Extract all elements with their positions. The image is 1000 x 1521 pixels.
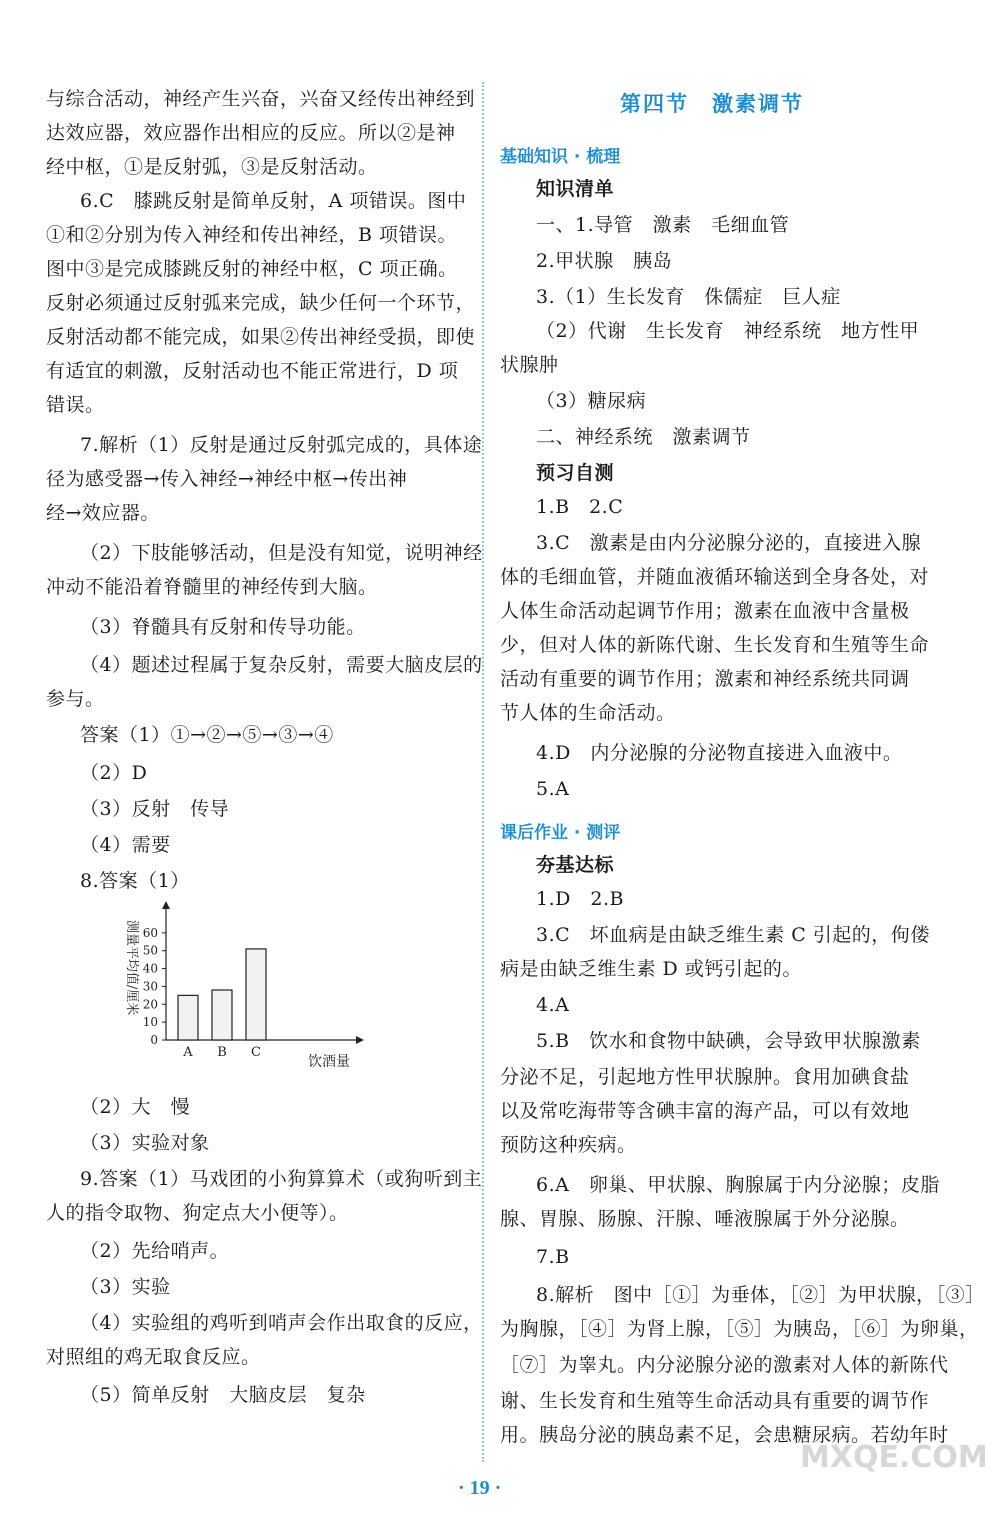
text-line: （4）题述过程属于复杂反射，需要大脑皮层的 [80,654,483,676]
y-axis-label: 测量平均值/厘米 [124,919,139,1016]
text-line: 1.D 2.B [536,888,624,910]
text-line: （3）脊髓具有反射和传导功能。 [80,616,366,638]
text-line: 径为感受器→传入神经→神经中枢→传出神 [46,468,408,490]
bar [246,949,266,1040]
section-title: 第四节 激素调节 [620,92,804,116]
text-line: 二、神经系统 激素调节 [536,426,751,448]
y-tick-label: 0 [150,1033,158,1047]
text-line: 8.解析 图中［①］为垂体，［②］为甲状腺，［③］ [536,1284,985,1306]
text-line: 经中枢，①是反射弧，③是反射活动。 [46,156,378,178]
subheading: 夯基达标 [536,854,615,876]
text-line: 人体生命活动起调节作用；激素在血液中含量极 [500,600,910,622]
x-axis-label: 饮酒量 [308,1054,350,1070]
text-line: ①和②分别为传入神经和传出神经，B 项错误。 [46,224,458,246]
text-line: 腺、胃腺、肠腺、汗腺、唾液腺属于外分泌腺。 [500,1208,910,1230]
text-line: 与综合活动，神经产生兴奋，兴奋又经传出神经到 [46,88,476,110]
subheading: 知识清单 [536,178,615,200]
x-tick-label: B [217,1045,227,1060]
text-line: （2）先给哨声。 [80,1240,230,1262]
text-line: （2）代谢 生长发育 神经系统 地方性甲 [536,320,920,342]
text-line: 体的毛细血管，并随血液循环输送到全身各处，对 [500,566,930,588]
text-line: 4.A [536,994,570,1016]
text-line: 3.C 坏血病是由缺乏维生素 C 引起的，佝偻 [536,924,930,946]
text-line: （3）实验 [80,1276,171,1298]
subheading: 预习自测 [536,462,615,484]
text-line: （3）反射 传导 [80,798,230,820]
text-line: 2.甲状腺 胰岛 [536,250,673,272]
text-line: 经→效应器。 [46,502,160,524]
text-line: 反射活动都不能完成，如果②传出神经受损，即使 [46,326,476,348]
bar [178,995,198,1040]
text-line: 状腺肿 [500,354,559,376]
y-tick-label: 30 [142,979,158,994]
answer-label: 答案（1）①→②→⑤→③→④ [80,724,334,746]
text-line: 人的指令取物、狗定点大小便等）。 [46,1202,349,1224]
watermark-logo: MXQE.COM [800,1440,988,1475]
text-line: 谢、生长发育和生殖等生命活动具有重要的调节作 [500,1390,930,1412]
section-heading: 课后作业 · 测评 [500,823,621,843]
text-line: 5.B 饮水和食物中缺碘，会导致甲状腺激素 [536,1030,921,1052]
text-line: 7.B [536,1246,570,1268]
text-line: 有适宜的刺激，反射活动也不能正常进行，D 项 [46,360,459,382]
text-line: 错误。 [46,394,105,416]
x-tick-label: A [183,1045,193,1060]
y-axis-arrow [162,901,170,909]
y-tick-label: 60 [142,925,158,940]
y-tick-label: 50 [142,943,158,958]
text-line: 5.A [536,778,570,800]
text-line: （4）需要 [80,834,171,856]
section-heading: 基础知识 · 梳理 [500,147,621,167]
text-line: 用。胰岛分泌的胰岛素不足，会患糖尿病。若幼年时 [500,1424,949,1446]
x-axis-arrow [356,1036,364,1044]
text-line: 节人体的生命活动。 [500,702,676,724]
text-line: （3）实验对象 [80,1132,210,1154]
text-line: （2）大 慢 [80,1096,191,1118]
text-line: 对照组的鸡无取食反应。 [46,1346,261,1368]
y-tick-label: 40 [142,961,158,976]
page-number: · 19 · [458,1477,502,1499]
bar-chart [114,900,414,1070]
text-line: 为胸腺，［④］为肾上腺，［⑤］为胰岛，［⑥］为卵巢， [500,1318,979,1340]
bar [212,990,232,1040]
answer-8: 8.答案（1） [80,870,190,892]
text-line: 病是由缺乏维生素 D 或钙引起的。 [500,958,802,980]
text-line: ［⑦］为睾丸。内分泌腺分泌的激素对人体的新陈代 [500,1354,949,1376]
text-line: 反射必须通过反射弧来完成，缺少任何一个环节， [46,292,476,314]
text-line: 冲动不能沿着脊髓里的神经传到大脑。 [46,576,378,598]
text-line: 1.B 2.C [536,496,624,518]
text-line: 达效应器，效应器作出相应的反应。所以②是神 [46,122,456,144]
y-tick-label: 10 [142,1015,158,1030]
text-line: 图中③是完成膝跳反射的神经中枢，C 项正确。 [46,258,458,280]
text-line: 以及常吃海带等含碘丰富的海产品，可以有效地 [500,1100,910,1122]
x-tick-label: C [251,1045,261,1060]
text-line: 少，但对人体的新陈代谢、生长发育和生殖等生命 [500,634,930,656]
text-line: 分泌不足，引起地方性甲状腺肿。食用加碘食盐 [500,1066,910,1088]
text-line: （2）下肢能够活动，但是没有知觉，说明神经 [80,542,483,564]
column-divider [482,82,484,1462]
y-tick-label: 20 [142,997,158,1012]
text-line: （4）实验组的鸡听到哨声会作出取食的反应， [80,1312,483,1334]
answer-9: 9.答案（1）马戏团的小狗算算术（或狗听到主 [80,1168,483,1190]
text-line: （5）简单反射 大脑皮层 复杂 [80,1384,366,1406]
answer-6: 6.C 膝跳反射是简单反射，A 项错误。图中 [80,190,467,212]
text-line: 活动有重要的调节作用；激素和神经系统共同调 [500,668,910,690]
text-line: 一、1.导管 激素 毛细血管 [536,214,790,236]
text-line: 6.A 卵巢、甲状腺、胸腺属于内分泌腺；皮脂 [536,1174,940,1196]
text-line: 参与。 [46,688,105,710]
text-line: （2）D [80,762,148,784]
text-line: 3.C 激素是由内分泌腺分泌的，直接进入腺 [536,532,922,554]
text-line: （3）糖尿病 [536,390,647,412]
answer-7: 7.解析（1）反射是通过反射弧完成的，具体途 [80,434,483,456]
text-line: 预防这种疾病。 [500,1134,637,1156]
text-line: 4.D 内分泌腺的分泌物直接进入血液中。 [536,742,903,764]
text-line: 3.（1）生长发育 侏儒症 巨人症 [536,286,841,308]
